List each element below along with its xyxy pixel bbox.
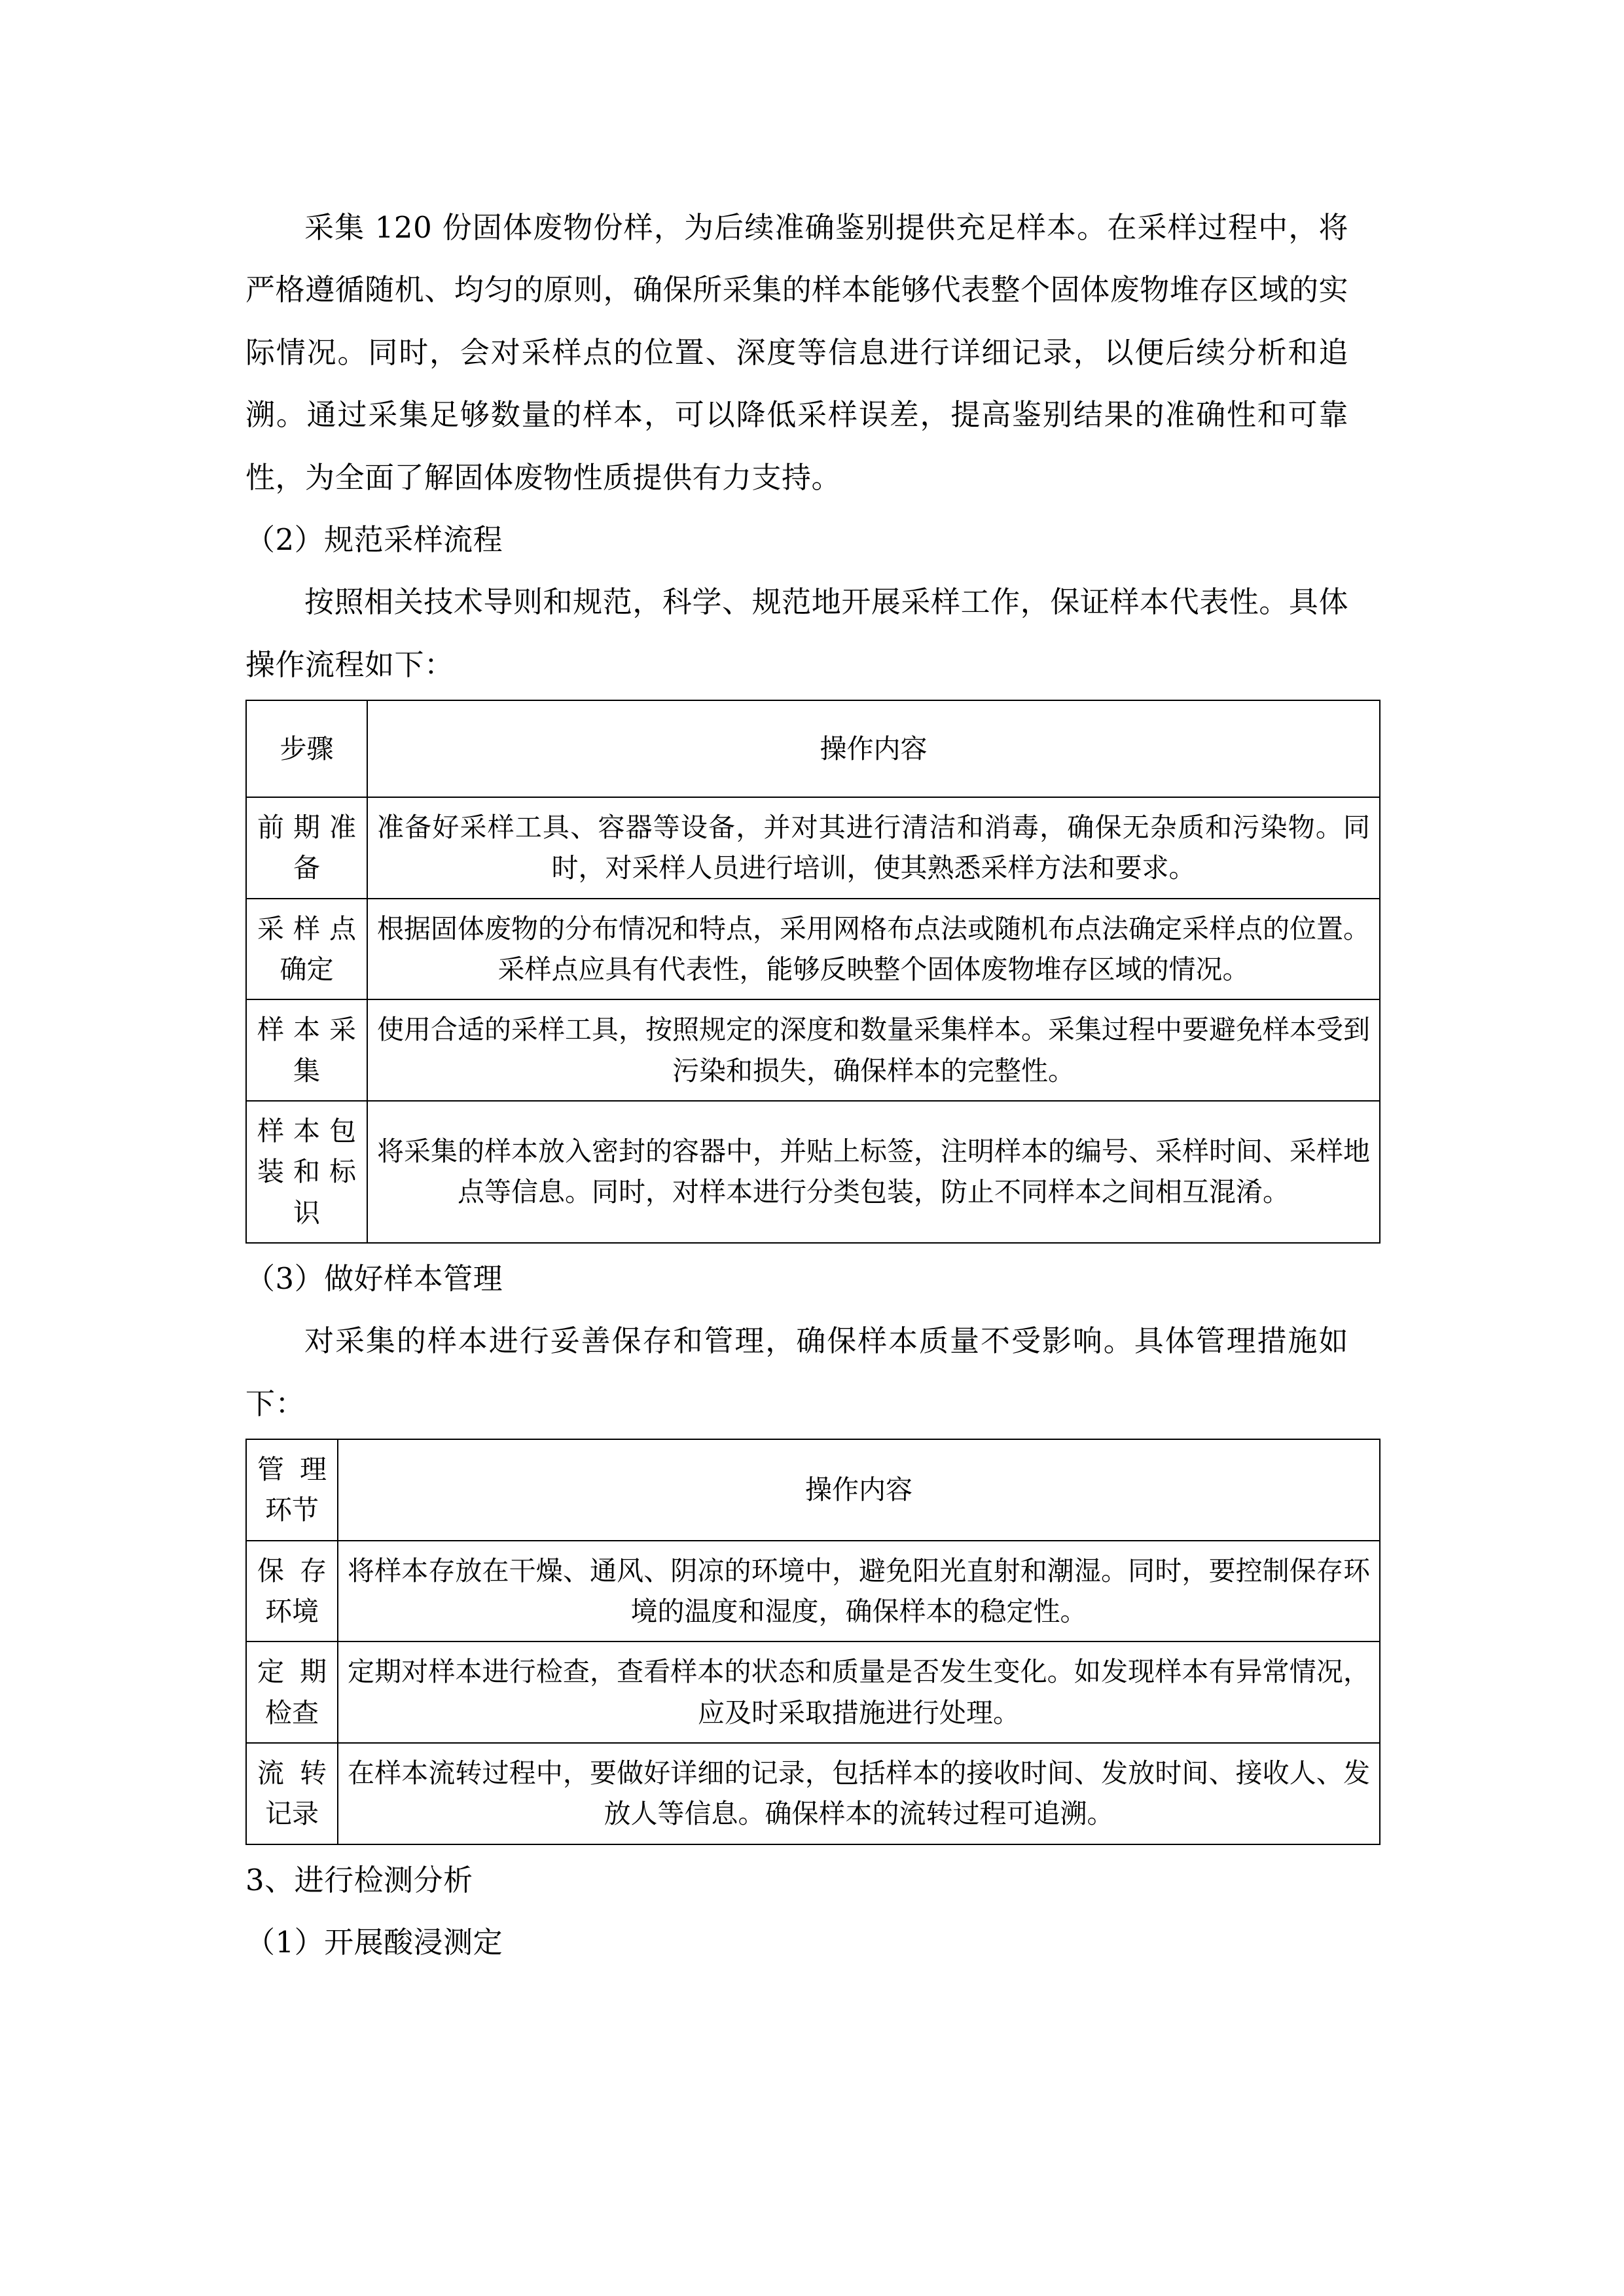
table-column-header-step: 步骤 bbox=[246, 700, 367, 797]
paragraph-sampling-quantity: 采集 120 份固体废物份样，为后续准确鉴别提供充足样本。在采样过程中，将严格遵循随机、均匀的原则，确保所采集的样本能够代表整个固体废物堆存区域的实际情况。同时，会对采样点的位置、深度等信息进行详细记录，以便后续分析和追溯。通过采集足够数量的样本，可以降低采样误差，提高鉴别结果的准确性和可靠性，为全面了解固体废物性质提供有力支持。 bbox=[245, 210, 1348, 495]
table-header-row bbox=[246, 700, 1380, 797]
paragraph-sampling-process-intro: 按照相关技术导则和规范，科学、规范地开展采样工作，保证样本代表性。具体操作流程如下： bbox=[245, 584, 1348, 682]
table-cell-stage: 定期检查 bbox=[246, 1641, 338, 1743]
table-cell-content: 准备好采样工具、容器等设备，并对其进行清洁和消毒，确保无杂质和污染物。同时，对采样人员进行培训，使其熟悉采样方法和要求。 bbox=[367, 797, 1380, 899]
heading-standardize-sampling-process: （2）规范采样流程 bbox=[245, 522, 503, 557]
table-cell-content: 根据固体废物的分布情况和特点，采用网格布点法或随机布点法确定采样点的位置。采样点应具有代表性，能够反映整个固体废物堆存区域的情况。 bbox=[367, 899, 1380, 1000]
table-cell-content: 定期对样本进行检查，查看样本的状态和质量是否发生变化。如发现样本有异常情况，应及时采取措施进行处理。 bbox=[338, 1641, 1380, 1743]
table-row bbox=[246, 797, 1380, 899]
table-cell-step: 样本包装和标识 bbox=[246, 1101, 367, 1243]
table-header-row bbox=[246, 1439, 1380, 1541]
table-row bbox=[246, 1101, 1380, 1243]
table-cell-content: 使用合适的采样工具，按照规定的深度和数量采集样本。采集过程中要避免样本受到污染和损失，确保样本的完整性。 bbox=[367, 999, 1380, 1101]
table-cell-step: 样本采集 bbox=[246, 999, 367, 1101]
table-cell-content: 在样本流转过程中，要做好详细的记录，包括样本的接收时间、发放时间、接收人、发放人等信息。确保样本的流转过程可追溯。 bbox=[338, 1743, 1380, 1844]
table-column-header-content: 操作内容 bbox=[338, 1439, 1380, 1541]
table-column-header-management-stage: 管理环节 bbox=[246, 1439, 338, 1541]
table-row bbox=[246, 899, 1380, 1000]
table-row bbox=[246, 1541, 1380, 1642]
table-row bbox=[246, 999, 1380, 1101]
table-cell-content: 将样本存放在干燥、通风、阴凉的环境中，避免阳光直射和潮湿。同时，要控制保存环境的温度和湿度，确保样本的稳定性。 bbox=[338, 1541, 1380, 1642]
table-cell-content: 将采集的样本放入密封的容器中，并贴上标签，注明样本的编号、采样时间、采样地点等信息。同时，对样本进行分类包装，防止不同样本之间相互混淆。 bbox=[367, 1101, 1380, 1243]
table-cell-step: 采样点确定 bbox=[246, 899, 367, 1000]
table-row bbox=[246, 1743, 1380, 1844]
heading-sample-management: （3）做好样本管理 bbox=[245, 1261, 503, 1296]
page-body-column bbox=[245, 196, 1370, 1973]
heading-acid-leaching-determination: （1）开展酸浸测定 bbox=[245, 1925, 503, 1960]
paragraph-sample-management-intro: 对采集的样本进行妥善保存和管理，确保样本质量不受影响。具体管理措施如下： bbox=[245, 1323, 1348, 1421]
table-sample-management bbox=[245, 1439, 1380, 1845]
table-cell-stage: 流转记录 bbox=[246, 1743, 338, 1844]
heading-conduct-testing-analysis: 3、进行检测分析 bbox=[245, 1862, 473, 1897]
table-sampling-process bbox=[245, 700, 1380, 1244]
table-cell-stage: 保存环境 bbox=[246, 1541, 338, 1642]
table-cell-step: 前期准备 bbox=[246, 797, 367, 899]
table-row bbox=[246, 1641, 1380, 1743]
table-column-header-content: 操作内容 bbox=[367, 700, 1380, 797]
